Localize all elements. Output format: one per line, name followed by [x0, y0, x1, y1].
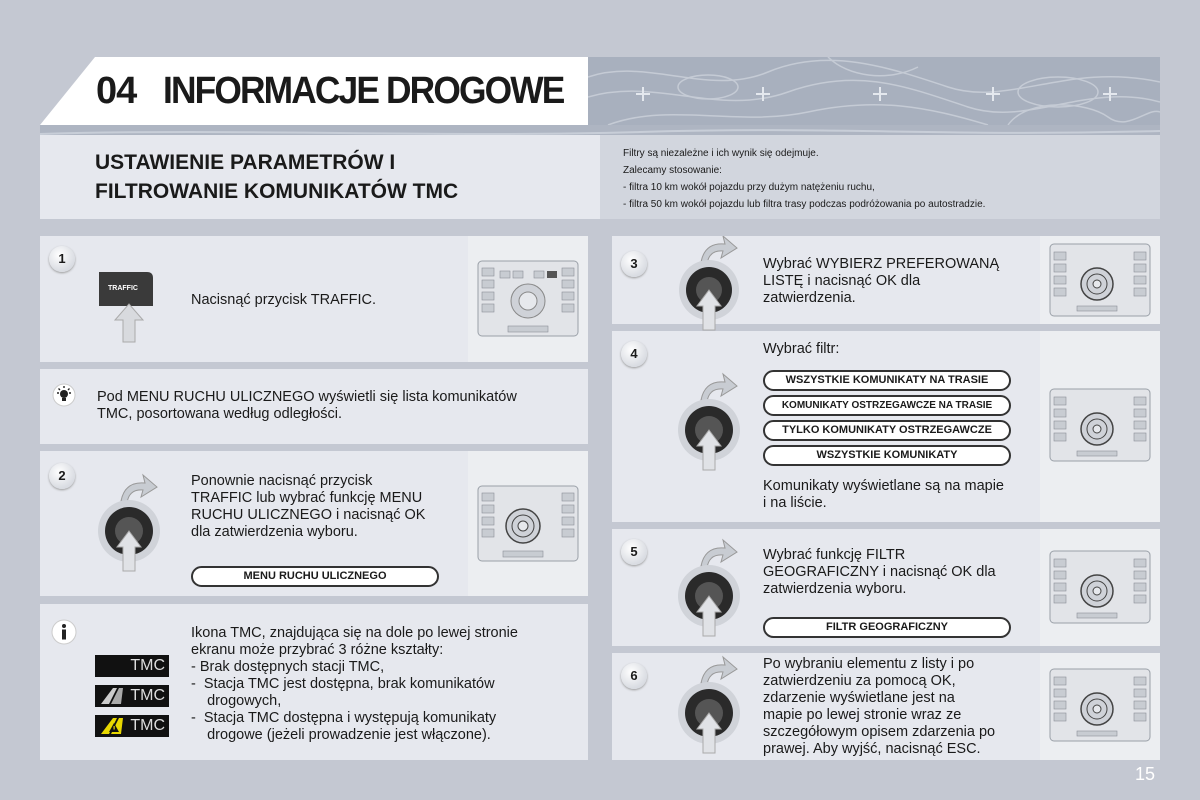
- radio-thumbnail: [1040, 331, 1160, 522]
- tmc-available-icon: TMC: [95, 685, 169, 707]
- step-4-after-text: Komunikaty wyświetlane są na mapie i na liście.: [763, 478, 1004, 511]
- step-4-number: 4: [621, 341, 647, 367]
- radio-thumbnail: [1040, 236, 1160, 324]
- info-icon: [51, 619, 77, 645]
- traffic-button-icon: [95, 268, 155, 346]
- header-strip: [40, 125, 1160, 135]
- radio-panel-icon: [468, 451, 588, 596]
- step-2-text: Ponownie nacisnąć przycisk TRAFFIC lub wybrać funkcję MENU RUCHU ULICZNEGO i nacisnąć OK dla zatwierdzenia wyboru.: [191, 473, 426, 540]
- tmc-no-station-icon: TMC: [95, 655, 169, 677]
- step-4-text: Wybrać filtr:: [763, 341, 840, 357]
- section-title: USTAWIENIE PARAMETRÓW I FILTROWANIE KOMUNIKATÓW TMC: [95, 151, 459, 203]
- radio-panel-icon: [1040, 236, 1160, 324]
- lightbulb-icon: [52, 383, 76, 407]
- radio-panel-icon: [468, 236, 588, 362]
- tmc-warnings-icon: TMC: [95, 715, 169, 737]
- page-number: 15: [1135, 764, 1156, 784]
- radio-thumbnail: [1040, 529, 1160, 646]
- filter-pill-warnings-only: TYLKO KOMUNIKATY OSTRZEGAWCZE: [763, 420, 1011, 441]
- step-3-number: 3: [621, 251, 647, 277]
- filter-note: Filtry są niezależne i ich wynik się odejmuje. Zalecamy stosowanie: - filtra 10 km wokół pojazdu przy dużym natężeniu ruchu, - filtra 50 km wokół pojazdu lub filtra trasy podczas podróżowania po autostradzie.: [623, 148, 986, 210]
- filter-pill-warnings-route: KOMUNIKATY OSTRZEGAWCZE NA TRASIE: [763, 395, 1011, 416]
- radio-panel-icon: [1040, 529, 1160, 646]
- rotary-knob-icon: [675, 655, 745, 755]
- radio-panel-icon: [1040, 331, 1160, 522]
- radio-thumbnail: [468, 236, 588, 362]
- info-text: Ikona TMC, znajdująca się na dole po lewej stronie ekranu może przybrać 3 różne kształty: - Brak dostępnych stacji TMC, - Stacja TMC jest dostępna, brak komunikatów drogowych, - Stacja TMC dostępna i występują komunikaty drogowe (jeżeli prowadzenie jest włączone).: [191, 625, 518, 743]
- step-5-number: 5: [621, 539, 647, 565]
- header-map-pattern: [588, 57, 1160, 125]
- step-2-number: 2: [49, 463, 75, 489]
- step-6-text: Po wybraniu elementu z listy i po zatwierdzeniu za pomocą OK, zdarzenie wyświetlane jest na mapie po lewej stronie wraz ze szczegółowym opisem zdarzenia po prawej. Aby wyjść, nacisnąć ESC.: [763, 656, 996, 757]
- warning-road-icon: [99, 717, 125, 735]
- filter-pill-geographic: FILTR GEOGRAFICZNY: [763, 617, 1011, 638]
- tip-text: Pod MENU RUCHU ULICZNEGO wyświetli się lista komunikatów TMC, posortowana według odległości.: [97, 389, 517, 422]
- rotary-knob-icon: [95, 473, 165, 573]
- svg-text:TRAFFIC: TRAFFIC: [108, 285, 138, 292]
- rotary-knob-icon: [675, 236, 745, 332]
- step-1-number: 1: [49, 246, 75, 272]
- step-1-text: Nacisnąć przycisk TRAFFIC.: [191, 292, 377, 308]
- radio-thumbnail: [468, 451, 588, 596]
- rotary-knob-icon: [675, 372, 745, 472]
- road-icon: [99, 687, 125, 705]
- step-5-text: Wybrać funkcję FILTR GEOGRAFICZNY i nacisnąć OK dla zatwierdzenia wyboru.: [763, 547, 996, 597]
- chapter-number: 04: [96, 70, 137, 112]
- filter-pill-all: WSZYSTKIE KOMUNIKATY: [763, 445, 1011, 466]
- step-6-number: 6: [621, 663, 647, 689]
- radio-thumbnail: [1040, 653, 1160, 760]
- radio-panel-icon: [1040, 653, 1160, 760]
- filter-pill-all-route: WSZYSTKIE KOMUNIKATY NA TRASIE: [763, 370, 1011, 391]
- menu-pill-ruch-uliczny: MENU RUCHU ULICZNEGO: [191, 566, 439, 587]
- chapter-title: INFORMACJE DROGOWE: [163, 70, 564, 112]
- rotary-knob-icon: [675, 538, 745, 638]
- step-3-text: Wybrać WYBIERZ PREFEROWANĄ LISTĘ i nacisnąć OK dla zatwierdzenia.: [763, 256, 1000, 306]
